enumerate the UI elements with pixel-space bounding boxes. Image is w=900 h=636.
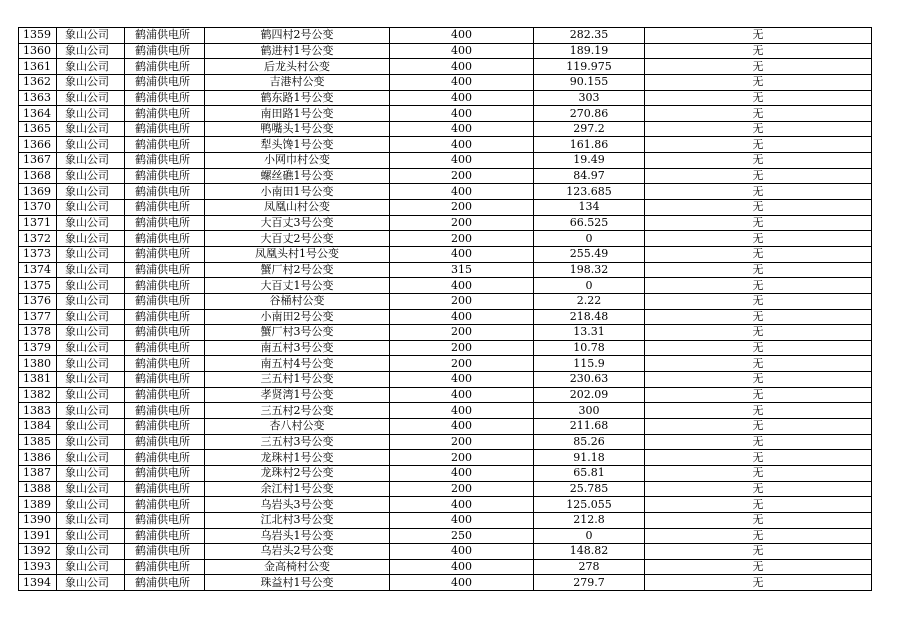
load-cell: 65.81 xyxy=(534,465,645,481)
remark-cell: 无 xyxy=(645,106,872,122)
transformer-name-cell: 南五村4号公变 xyxy=(205,356,390,372)
load-cell: 25.785 xyxy=(534,481,645,497)
remark-cell: 无 xyxy=(645,28,872,44)
capacity-cell: 200 xyxy=(390,231,534,247)
company-cell: 象山公司 xyxy=(57,497,125,513)
load-cell: 90.155 xyxy=(534,74,645,90)
station-cell: 鹤浦供电所 xyxy=(125,121,205,137)
capacity-cell: 400 xyxy=(390,544,534,560)
load-cell: 91.18 xyxy=(534,450,645,466)
station-cell: 鹤浦供电所 xyxy=(125,434,205,450)
row-number-cell: 1378 xyxy=(19,325,57,341)
company-cell: 象山公司 xyxy=(57,309,125,325)
remark-cell: 无 xyxy=(645,450,872,466)
company-cell: 象山公司 xyxy=(57,481,125,497)
row-number-cell: 1386 xyxy=(19,450,57,466)
table-row xyxy=(19,293,872,309)
remark-cell: 无 xyxy=(645,419,872,435)
station-cell: 鹤浦供电所 xyxy=(125,215,205,231)
table-row xyxy=(19,419,872,435)
transformer-name-cell: 鸭嘴头1号公变 xyxy=(205,121,390,137)
transformer-name-cell: 犁头馋1号公变 xyxy=(205,137,390,153)
row-number-cell: 1380 xyxy=(19,356,57,372)
load-cell: 2.22 xyxy=(534,293,645,309)
load-cell: 0 xyxy=(534,528,645,544)
capacity-cell: 400 xyxy=(390,106,534,122)
table-row xyxy=(19,74,872,90)
transformer-name-cell: 螺丝礁1号公变 xyxy=(205,168,390,184)
table-row xyxy=(19,121,872,137)
capacity-cell: 200 xyxy=(390,356,534,372)
company-cell: 象山公司 xyxy=(57,387,125,403)
row-number-cell: 1367 xyxy=(19,153,57,169)
row-number-cell: 1389 xyxy=(19,497,57,513)
row-number-cell: 1394 xyxy=(19,575,57,591)
capacity-cell: 200 xyxy=(390,215,534,231)
table-row xyxy=(19,137,872,153)
remark-cell: 无 xyxy=(645,575,872,591)
remark-cell: 无 xyxy=(645,481,872,497)
table-row xyxy=(19,340,872,356)
company-cell: 象山公司 xyxy=(57,278,125,294)
table-row xyxy=(19,184,872,200)
row-number-cell: 1370 xyxy=(19,200,57,216)
remark-cell: 无 xyxy=(645,184,872,200)
company-cell: 象山公司 xyxy=(57,325,125,341)
station-cell: 鹤浦供电所 xyxy=(125,43,205,59)
remark-cell: 无 xyxy=(645,74,872,90)
load-cell: 297.2 xyxy=(534,121,645,137)
transformer-name-cell: 南五村3号公变 xyxy=(205,340,390,356)
load-cell: 123.685 xyxy=(534,184,645,200)
company-cell: 象山公司 xyxy=(57,419,125,435)
company-cell: 象山公司 xyxy=(57,168,125,184)
station-cell: 鹤浦供电所 xyxy=(125,325,205,341)
table-row xyxy=(19,200,872,216)
company-cell: 象山公司 xyxy=(57,184,125,200)
load-cell: 19.49 xyxy=(534,153,645,169)
table-row xyxy=(19,262,872,278)
company-cell: 象山公司 xyxy=(57,106,125,122)
capacity-cell: 200 xyxy=(390,325,534,341)
remark-cell: 无 xyxy=(645,372,872,388)
remark-cell: 无 xyxy=(645,340,872,356)
table-row xyxy=(19,372,872,388)
remark-cell: 无 xyxy=(645,43,872,59)
transformer-name-cell: 龙珠村2号公变 xyxy=(205,465,390,481)
capacity-cell: 400 xyxy=(390,559,534,575)
load-cell: 300 xyxy=(534,403,645,419)
load-cell: 230.63 xyxy=(534,372,645,388)
company-cell: 象山公司 xyxy=(57,512,125,528)
remark-cell: 无 xyxy=(645,59,872,75)
station-cell: 鹤浦供电所 xyxy=(125,309,205,325)
table-row xyxy=(19,575,872,591)
remark-cell: 无 xyxy=(645,246,872,262)
remark-cell: 无 xyxy=(645,356,872,372)
table-row xyxy=(19,90,872,106)
transformer-name-cell: 龙珠村1号公变 xyxy=(205,450,390,466)
company-cell: 象山公司 xyxy=(57,559,125,575)
row-number-cell: 1377 xyxy=(19,309,57,325)
load-cell: 13.31 xyxy=(534,325,645,341)
capacity-cell: 400 xyxy=(390,465,534,481)
station-cell: 鹤浦供电所 xyxy=(125,231,205,247)
station-cell: 鹤浦供电所 xyxy=(125,106,205,122)
load-cell: 125.055 xyxy=(534,497,645,513)
table-row xyxy=(19,153,872,169)
transformer-name-cell: 鹤进村1号公变 xyxy=(205,43,390,59)
transformer-name-cell: 后龙头村公变 xyxy=(205,59,390,75)
load-cell: 0 xyxy=(534,278,645,294)
table-row xyxy=(19,544,872,560)
table-row xyxy=(19,43,872,59)
load-cell: 270.86 xyxy=(534,106,645,122)
remark-cell: 无 xyxy=(645,309,872,325)
capacity-cell: 400 xyxy=(390,403,534,419)
transformer-name-cell: 乌岩头2号公变 xyxy=(205,544,390,560)
capacity-cell: 400 xyxy=(390,309,534,325)
transformer-name-cell: 乌岩头3号公变 xyxy=(205,497,390,513)
company-cell: 象山公司 xyxy=(57,528,125,544)
remark-cell: 无 xyxy=(645,278,872,294)
row-number-cell: 1392 xyxy=(19,544,57,560)
station-cell: 鹤浦供电所 xyxy=(125,544,205,560)
row-number-cell: 1372 xyxy=(19,231,57,247)
station-cell: 鹤浦供电所 xyxy=(125,90,205,106)
transformer-table xyxy=(18,27,872,591)
table-row xyxy=(19,215,872,231)
station-cell: 鹤浦供电所 xyxy=(125,28,205,44)
row-number-cell: 1366 xyxy=(19,137,57,153)
load-cell: 212.8 xyxy=(534,512,645,528)
station-cell: 鹤浦供电所 xyxy=(125,293,205,309)
capacity-cell: 200 xyxy=(390,168,534,184)
row-number-cell: 1361 xyxy=(19,59,57,75)
capacity-cell: 315 xyxy=(390,262,534,278)
transformer-name-cell: 吉港村公变 xyxy=(205,74,390,90)
transformer-name-cell: 三五村1号公变 xyxy=(205,372,390,388)
transformer-name-cell: 三五村2号公变 xyxy=(205,403,390,419)
remark-cell: 无 xyxy=(645,90,872,106)
page-margin xyxy=(0,592,900,636)
transformer-name-cell: 谷桶村公变 xyxy=(205,293,390,309)
remark-cell: 无 xyxy=(645,528,872,544)
remark-cell: 无 xyxy=(645,121,872,137)
remark-cell: 无 xyxy=(645,403,872,419)
table-row xyxy=(19,28,872,44)
transformer-name-cell: 大百丈2号公变 xyxy=(205,231,390,247)
table-row xyxy=(19,450,872,466)
company-cell: 象山公司 xyxy=(57,262,125,278)
company-cell: 象山公司 xyxy=(57,403,125,419)
table-row xyxy=(19,465,872,481)
company-cell: 象山公司 xyxy=(57,231,125,247)
company-cell: 象山公司 xyxy=(57,28,125,44)
table-body xyxy=(19,28,872,591)
table-row xyxy=(19,106,872,122)
load-cell: 10.78 xyxy=(534,340,645,356)
row-number-cell: 1381 xyxy=(19,372,57,388)
station-cell: 鹤浦供电所 xyxy=(125,512,205,528)
remark-cell: 无 xyxy=(645,512,872,528)
capacity-cell: 400 xyxy=(390,575,534,591)
capacity-cell: 200 xyxy=(390,340,534,356)
station-cell: 鹤浦供电所 xyxy=(125,575,205,591)
company-cell: 象山公司 xyxy=(57,340,125,356)
transformer-name-cell: 乌岩头1号公变 xyxy=(205,528,390,544)
station-cell: 鹤浦供电所 xyxy=(125,481,205,497)
company-cell: 象山公司 xyxy=(57,153,125,169)
transformer-name-cell: 凤凰头村1号公变 xyxy=(205,246,390,262)
load-cell: 255.49 xyxy=(534,246,645,262)
station-cell: 鹤浦供电所 xyxy=(125,262,205,278)
load-cell: 218.48 xyxy=(534,309,645,325)
capacity-cell: 400 xyxy=(390,153,534,169)
transformer-name-cell: 江北村3号公变 xyxy=(205,512,390,528)
remark-cell: 无 xyxy=(645,262,872,278)
row-number-cell: 1360 xyxy=(19,43,57,59)
transformer-name-cell: 大百丈1号公变 xyxy=(205,278,390,294)
station-cell: 鹤浦供电所 xyxy=(125,465,205,481)
transformer-name-cell: 南田路1号公变 xyxy=(205,106,390,122)
remark-cell: 无 xyxy=(645,325,872,341)
row-number-cell: 1373 xyxy=(19,246,57,262)
load-cell: 119.975 xyxy=(534,59,645,75)
capacity-cell: 400 xyxy=(390,184,534,200)
remark-cell: 无 xyxy=(645,215,872,231)
company-cell: 象山公司 xyxy=(57,356,125,372)
transformer-name-cell: 小网巾村公变 xyxy=(205,153,390,169)
load-cell: 198.32 xyxy=(534,262,645,278)
capacity-cell: 200 xyxy=(390,200,534,216)
remark-cell: 无 xyxy=(645,465,872,481)
capacity-cell: 400 xyxy=(390,387,534,403)
table-row xyxy=(19,512,872,528)
company-cell: 象山公司 xyxy=(57,121,125,137)
station-cell: 鹤浦供电所 xyxy=(125,419,205,435)
data-sheet xyxy=(18,27,872,591)
transformer-name-cell: 小南田2号公变 xyxy=(205,309,390,325)
capacity-cell: 400 xyxy=(390,419,534,435)
remark-cell: 无 xyxy=(645,293,872,309)
station-cell: 鹤浦供电所 xyxy=(125,356,205,372)
company-cell: 象山公司 xyxy=(57,137,125,153)
transformer-name-cell: 小南田1号公变 xyxy=(205,184,390,200)
load-cell: 85.26 xyxy=(534,434,645,450)
table-row xyxy=(19,231,872,247)
station-cell: 鹤浦供电所 xyxy=(125,497,205,513)
capacity-cell: 400 xyxy=(390,59,534,75)
transformer-name-cell: 凤凰山村公变 xyxy=(205,200,390,216)
station-cell: 鹤浦供电所 xyxy=(125,340,205,356)
remark-cell: 无 xyxy=(645,434,872,450)
load-cell: 84.97 xyxy=(534,168,645,184)
row-number-cell: 1363 xyxy=(19,90,57,106)
station-cell: 鹤浦供电所 xyxy=(125,278,205,294)
company-cell: 象山公司 xyxy=(57,465,125,481)
capacity-cell: 400 xyxy=(390,372,534,388)
capacity-cell: 400 xyxy=(390,278,534,294)
station-cell: 鹤浦供电所 xyxy=(125,200,205,216)
table-row xyxy=(19,356,872,372)
transformer-name-cell: 鹤四村2号公变 xyxy=(205,28,390,44)
remark-cell: 无 xyxy=(645,387,872,403)
station-cell: 鹤浦供电所 xyxy=(125,246,205,262)
row-number-cell: 1359 xyxy=(19,28,57,44)
load-cell: 161.86 xyxy=(534,137,645,153)
load-cell: 278 xyxy=(534,559,645,575)
row-number-cell: 1374 xyxy=(19,262,57,278)
capacity-cell: 400 xyxy=(390,137,534,153)
transformer-name-cell: 大百丈3号公变 xyxy=(205,215,390,231)
capacity-cell: 400 xyxy=(390,512,534,528)
company-cell: 象山公司 xyxy=(57,43,125,59)
load-cell: 148.82 xyxy=(534,544,645,560)
station-cell: 鹤浦供电所 xyxy=(125,372,205,388)
capacity-cell: 400 xyxy=(390,74,534,90)
company-cell: 象山公司 xyxy=(57,293,125,309)
row-number-cell: 1390 xyxy=(19,512,57,528)
transformer-name-cell: 蟹厂村3号公变 xyxy=(205,325,390,341)
company-cell: 象山公司 xyxy=(57,434,125,450)
table-row xyxy=(19,559,872,575)
company-cell: 象山公司 xyxy=(57,575,125,591)
table-row xyxy=(19,309,872,325)
table-row xyxy=(19,59,872,75)
load-cell: 282.35 xyxy=(534,28,645,44)
row-number-cell: 1393 xyxy=(19,559,57,575)
station-cell: 鹤浦供电所 xyxy=(125,528,205,544)
load-cell: 279.7 xyxy=(534,575,645,591)
load-cell: 211.68 xyxy=(534,419,645,435)
table-row xyxy=(19,325,872,341)
company-cell: 象山公司 xyxy=(57,59,125,75)
station-cell: 鹤浦供电所 xyxy=(125,137,205,153)
load-cell: 189.19 xyxy=(534,43,645,59)
row-number-cell: 1375 xyxy=(19,278,57,294)
remark-cell: 无 xyxy=(645,137,872,153)
remark-cell: 无 xyxy=(645,168,872,184)
company-cell: 象山公司 xyxy=(57,544,125,560)
remark-cell: 无 xyxy=(645,200,872,216)
station-cell: 鹤浦供电所 xyxy=(125,74,205,90)
row-number-cell: 1365 xyxy=(19,121,57,137)
station-cell: 鹤浦供电所 xyxy=(125,168,205,184)
table-row xyxy=(19,168,872,184)
station-cell: 鹤浦供电所 xyxy=(125,387,205,403)
row-number-cell: 1371 xyxy=(19,215,57,231)
load-cell: 134 xyxy=(534,200,645,216)
station-cell: 鹤浦供电所 xyxy=(125,403,205,419)
row-number-cell: 1385 xyxy=(19,434,57,450)
transformer-name-cell: 杏八村公变 xyxy=(205,419,390,435)
row-number-cell: 1388 xyxy=(19,481,57,497)
row-number-cell: 1379 xyxy=(19,340,57,356)
company-cell: 象山公司 xyxy=(57,90,125,106)
transformer-name-cell: 鹤东路1号公变 xyxy=(205,90,390,106)
row-number-cell: 1362 xyxy=(19,74,57,90)
row-number-cell: 1364 xyxy=(19,106,57,122)
transformer-name-cell: 金高椅村公变 xyxy=(205,559,390,575)
transformer-name-cell: 余江村1号公变 xyxy=(205,481,390,497)
remark-cell: 无 xyxy=(645,559,872,575)
table-row xyxy=(19,387,872,403)
remark-cell: 无 xyxy=(645,544,872,560)
station-cell: 鹤浦供电所 xyxy=(125,153,205,169)
row-number-cell: 1368 xyxy=(19,168,57,184)
station-cell: 鹤浦供电所 xyxy=(125,559,205,575)
row-number-cell: 1383 xyxy=(19,403,57,419)
table-row xyxy=(19,246,872,262)
capacity-cell: 400 xyxy=(390,28,534,44)
load-cell: 202.09 xyxy=(534,387,645,403)
load-cell: 66.525 xyxy=(534,215,645,231)
table-row xyxy=(19,497,872,513)
capacity-cell: 400 xyxy=(390,43,534,59)
row-number-cell: 1391 xyxy=(19,528,57,544)
load-cell: 0 xyxy=(534,231,645,247)
capacity-cell: 400 xyxy=(390,246,534,262)
remark-cell: 无 xyxy=(645,153,872,169)
company-cell: 象山公司 xyxy=(57,450,125,466)
load-cell: 115.9 xyxy=(534,356,645,372)
transformer-name-cell: 蟹厂村2号公变 xyxy=(205,262,390,278)
table-row xyxy=(19,278,872,294)
capacity-cell: 400 xyxy=(390,121,534,137)
table-row xyxy=(19,403,872,419)
row-number-cell: 1382 xyxy=(19,387,57,403)
row-number-cell: 1387 xyxy=(19,465,57,481)
company-cell: 象山公司 xyxy=(57,246,125,262)
capacity-cell: 400 xyxy=(390,497,534,513)
company-cell: 象山公司 xyxy=(57,74,125,90)
capacity-cell: 200 xyxy=(390,450,534,466)
table-row xyxy=(19,528,872,544)
table-row xyxy=(19,481,872,497)
row-number-cell: 1384 xyxy=(19,419,57,435)
station-cell: 鹤浦供电所 xyxy=(125,450,205,466)
transformer-name-cell: 孝贤湾1号公变 xyxy=(205,387,390,403)
capacity-cell: 200 xyxy=(390,434,534,450)
capacity-cell: 400 xyxy=(390,90,534,106)
station-cell: 鹤浦供电所 xyxy=(125,184,205,200)
table-row xyxy=(19,434,872,450)
station-cell: 鹤浦供电所 xyxy=(125,59,205,75)
capacity-cell: 250 xyxy=(390,528,534,544)
capacity-cell: 200 xyxy=(390,293,534,309)
load-cell: 303 xyxy=(534,90,645,106)
transformer-name-cell: 珠益村1号公变 xyxy=(205,575,390,591)
remark-cell: 无 xyxy=(645,497,872,513)
remark-cell: 无 xyxy=(645,231,872,247)
company-cell: 象山公司 xyxy=(57,200,125,216)
row-number-cell: 1369 xyxy=(19,184,57,200)
company-cell: 象山公司 xyxy=(57,372,125,388)
row-number-cell: 1376 xyxy=(19,293,57,309)
transformer-name-cell: 三五村3号公变 xyxy=(205,434,390,450)
capacity-cell: 200 xyxy=(390,481,534,497)
company-cell: 象山公司 xyxy=(57,215,125,231)
